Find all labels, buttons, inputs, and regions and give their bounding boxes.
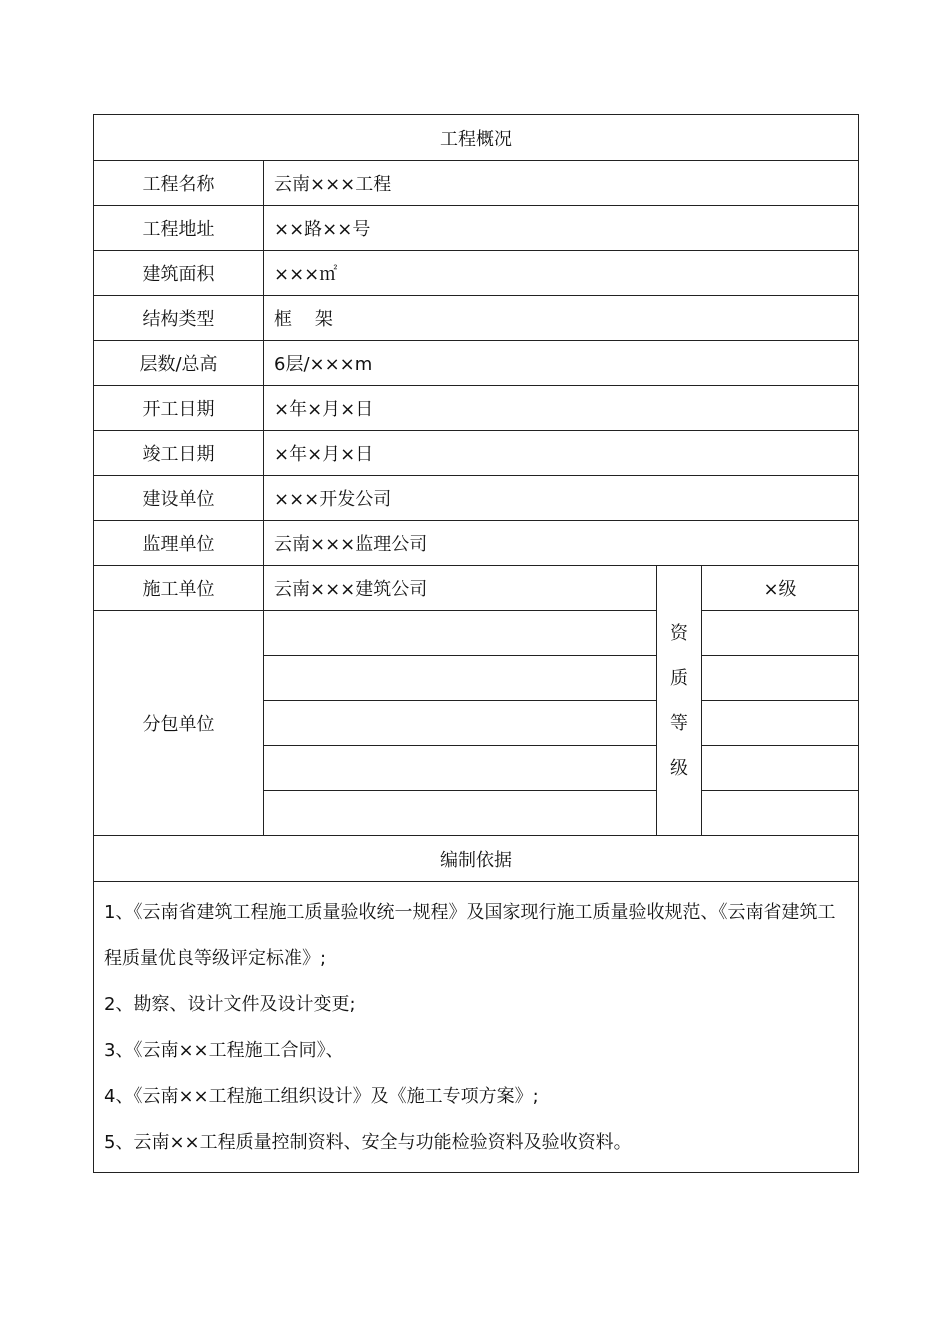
row-label-building-area: 建筑面积: [94, 251, 264, 296]
row-label-structure-type: 结构类型: [94, 296, 264, 341]
table-row: [94, 476, 859, 521]
subcontractor-grade: [702, 701, 859, 746]
subcontractor-value: [264, 746, 657, 791]
basis-item: 5、云南××工程质量控制资料、安全与功能检验资料及验收资料。: [104, 1132, 632, 1153]
row-label-project-name: 工程名称: [94, 161, 264, 206]
row-value-contractor: 云南×××建筑公司: [264, 566, 657, 611]
table-row: [94, 386, 859, 431]
row-value-project-name: 云南×××工程: [264, 161, 859, 206]
contractor-grade: ×级: [702, 566, 859, 611]
row-label-contractor: 施工单位: [94, 566, 264, 611]
row-value-completion-date: ×年×月×日: [264, 431, 859, 476]
subcontractor-value: [264, 791, 657, 836]
row-value-project-address: ××路××号: [264, 206, 859, 251]
subcontractor-value: [264, 611, 657, 656]
row-value-supervisor: 云南×××监理公司: [264, 521, 859, 566]
qualification-grade-label: 资 质 等 级: [657, 566, 702, 836]
table-row: [94, 161, 859, 206]
row-value-floors-height: 6层/×××m: [264, 341, 859, 386]
subcontractor-grade: [702, 746, 859, 791]
row-label-completion-date: 竣工日期: [94, 431, 264, 476]
row-label-start-date: 开工日期: [94, 386, 264, 431]
row-label-project-address: 工程地址: [94, 206, 264, 251]
table-row: [94, 521, 859, 566]
row-value-building-area: ×××㎡: [264, 251, 859, 296]
table-row: [94, 341, 859, 386]
subcontractor-value: [264, 701, 657, 746]
row-value-structure-type: 框 架: [264, 296, 859, 341]
table-row: [94, 251, 859, 296]
subcontractor-grade: [702, 791, 859, 836]
table-row: [94, 296, 859, 341]
overview-title: 工程概况: [94, 115, 859, 161]
project-overview-table: [93, 114, 859, 1173]
table-row: [94, 431, 859, 476]
table-row: [94, 206, 859, 251]
project-overview-sheet: [93, 114, 858, 1173]
row-value-start-date: ×年×月×日: [264, 386, 859, 431]
basis-item: 4、《云南××工程施工组织设计》及《施工专项方案》;: [104, 1086, 539, 1107]
basis-title: 编制依据: [94, 836, 859, 882]
basis-item: 2、勘察、设计文件及设计变更;: [104, 994, 356, 1015]
basis-item: 1、《云南省建筑工程施工质量验收统一规程》及国家现行施工质量验收规范、《云南省建筑工程质量优良等级评定标准》;: [104, 902, 836, 969]
row-label-subcontractor: 分包单位: [94, 611, 264, 836]
subcontractor-grade: [702, 656, 859, 701]
row-label-developer: 建设单位: [94, 476, 264, 521]
basis-item: 3、《云南××工程施工合同》、: [104, 1040, 344, 1061]
basis-list: [94, 882, 859, 1173]
row-value-developer: ×××开发公司: [264, 476, 859, 521]
row-label-floors-height: 层数/总高: [94, 341, 264, 386]
subcontractor-value: [264, 656, 657, 701]
subcontractor-grade: [702, 611, 859, 656]
row-label-supervisor: 监理单位: [94, 521, 264, 566]
table-row: [94, 611, 859, 656]
table-row: [94, 566, 859, 611]
